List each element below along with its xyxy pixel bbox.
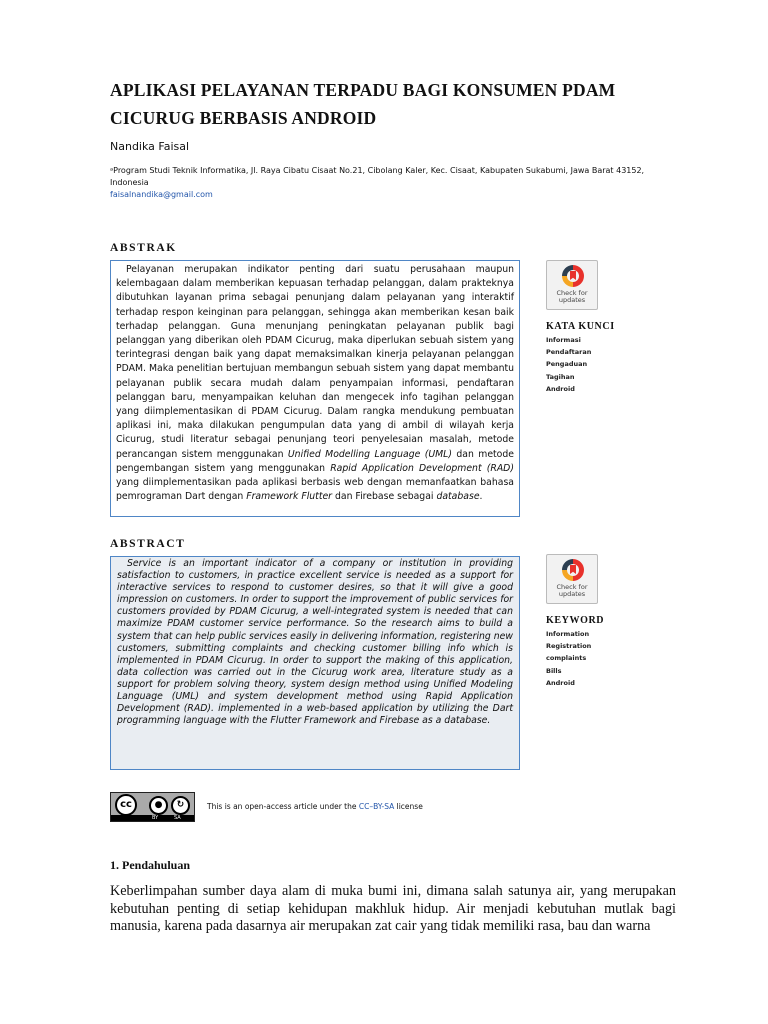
keyword-item: Informasi [546,336,581,344]
author-affiliation: ᵃProgram Studi Teknik Informatika, Jl. Raya Cibatu Cisaat No.21, Cibolang Kaler, Kec. Cisaat, Kabupaten Sukabumi, Jawa Barat 43152, Indonesia [110,166,645,187]
abstrak-text: Pelayanan merupakan indikator penting dari suatu perusahaan maupun kelembagaan dalam memberikan kepuasan terhadap pelanggan, dalam prakteknya dibutuhkan layanan prima sebagai penunjang dalam pelayanan yang interaktif terhadap respon keinginan para pelanggan, sehingga akan memberikan kesan baik terhadap pelanggan. Guna menunjang peningkatan pelayanan publik bagi pelanggan yang diberikan oleh PDAM Cicurug, maka diperlukan sebuah sistem yang terintegrasi dengan baik yang dapat memaksimalkan kinerja pelayanan pelanggan PDAM. Maka penelitian bertujuan membangun sebuah sistem yang dapat membantu pelayanan publik secara mudah dalam penyampaian informasi, pendaftaran pelanggan baru, menyampaikan keluhan dan mengecek info tagihan pelanggan yang diimplementasikan di PDAM Cicurug. Dalam rangka mendukung pembuatan aplikasi ini, maka dilakukan pengumpulan data yang di ambil di wilayah kerja Cicurug, studi literatur sebagai penunjang teori penyelesaian masalah, metode perancangan sistem menggunakan Unified Modelling Language (UML) dan metode pengembangan sistem yang menggunakan Rapid Application Development (RAD) yang diimplementasikan pada aplikasi berbasis web dengan memanfaatkan bahasa pemrograman Dart dengan Framework Flutter dan Firebase sebagai database. [116,264,514,503]
keyword-item: complaints [546,654,587,663]
keyword-item: Bills [546,666,562,675]
keyword-heading: KEYWORD [546,615,605,626]
keyword-item: Pengaduan [546,360,588,369]
abstrak-box [110,260,520,517]
abstrak-heading: ABSTRAK [110,242,177,254]
author-email[interactable]: faisalnandika@gmail.com [110,190,213,199]
paper-title: APLIKASI PELAYANAN TERPADU BAGI KONSUMEN PDAM CICURUG BERBASIS ANDROID [110,80,616,128]
kata-kunci-list [546,334,591,395]
abstract-heading: ABSTRACT [110,538,186,550]
cc-icon: cc [115,794,137,816]
abstract-box [110,556,520,770]
section-heading: 1. Pendahuluan [110,858,191,872]
attribution-icon: ● [149,796,168,815]
keyword-item: Tagihan [546,372,575,381]
keyword-item: Android [546,384,575,393]
author-name: Nandika Faisal [110,140,190,153]
keyword-list [546,628,591,689]
check-for-updates-badge[interactable]: Check for updates [546,260,598,310]
keyword-item: Android [546,678,575,687]
kata-kunci-heading: KATA KUNCI [546,321,615,332]
keyword-item: Registration [546,642,592,651]
cc-by-sa-badge[interactable]: cc ● ↻ BY SA [110,792,195,822]
section-body: Keberlimpahan sumber daya alam di muka bumi ini, dimana salah satunya air, yang merupakan kebutuhan penting di setiap kehidupan makhluk hidup. Air menjadi kebutuhan mutlak bagi manusia, karena pada dasarnya air merupakan zat cair yang tidak memiliki rasa, bau dan warna [110,883,676,934]
license-link[interactable]: CC–BY-SA [358,802,395,811]
check-for-updates-badge-2[interactable]: Check for updates [546,554,598,604]
abstract-text: Service is an important indicator of a company or institution in providing satisfaction to customers, in practice excellent service is needed as a support for interactive services to respond to customer desires, so that it will give a good impression on customers. In order to support the improvement of public services for customers provided by PDAM Cicurug, a well-integrated system is needed that can maximize PDAM customer service performance. So the research aims to build a system that can help public services easily in delivering information, registering new customers, submitting complaints and checking customer billing info which is implemented in PDAM Cicurug. In order to support the making of this application, data collection was carried out in the Cicurug work area, literature study as a support for problem solving theory, system design method using Unified Modeling Language (UML) and system development method using Rapid Application Development (RAD). implemented in a web-based application by utilizing the Dart programming language with the Flutter Framework and Firebase as a database. [117,558,513,727]
license-text: This is an open-access article under the CC–BY-SA license [207,802,423,811]
keyword-item: Information [546,630,590,638]
share-alike-icon: ↻ [171,796,190,815]
keyword-item: Pendaftaran [546,348,592,357]
